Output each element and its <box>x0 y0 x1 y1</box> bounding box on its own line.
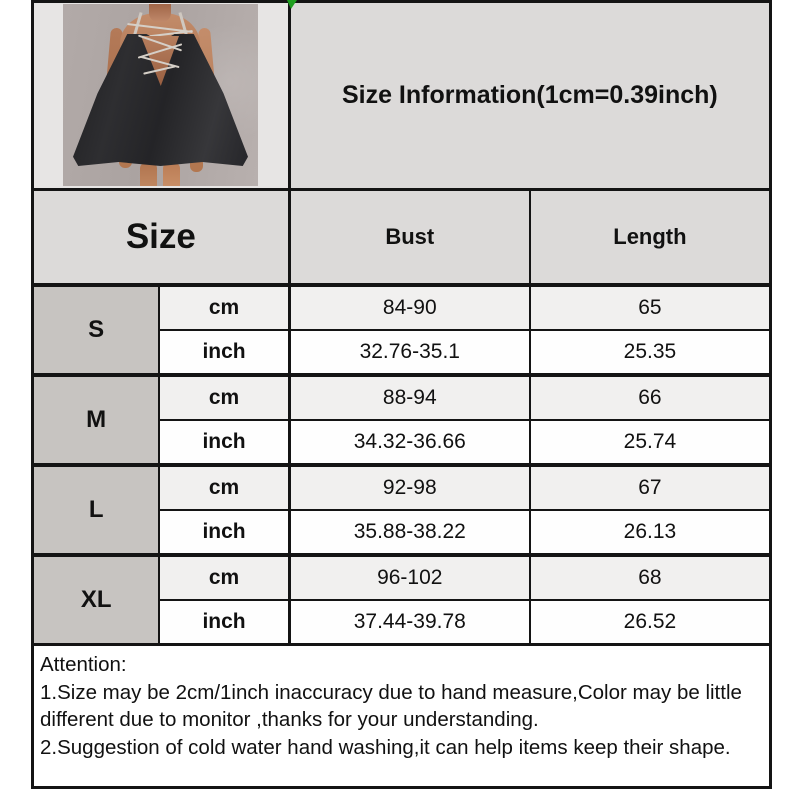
header-length: Length <box>530 190 771 286</box>
row-m-cm <box>33 375 771 420</box>
row-xl-inch-length: 26.52 <box>530 600 771 645</box>
attention-line: 2.Suggestion of cold water hand washing,it can help items keep their shape. <box>40 735 731 759</box>
row-m-cm-length: 66 <box>530 375 771 420</box>
row-m-cm-bust: 88-94 <box>289 375 530 420</box>
product-photo-cell <box>33 2 290 190</box>
top-row <box>33 2 771 190</box>
row-s-cm <box>33 285 771 330</box>
row-l-cm <box>33 465 771 510</box>
attention-line: different due to monitor ,thanks for your understanding. <box>40 708 539 731</box>
row-xl-inch-unit: inch <box>159 600 289 645</box>
row-s-cm-length: 65 <box>530 285 771 330</box>
row-l-inch-length: 26.13 <box>530 510 771 555</box>
size-information-title: Size Information(1cm=0.39inch) <box>289 2 770 190</box>
row-m-cm-unit: cm <box>159 375 289 420</box>
row-xl-cm-length: 68 <box>530 555 771 600</box>
green-triangle-marker-icon <box>287 0 297 9</box>
row-l-label: L <box>33 465 160 555</box>
row-xl-label: XL <box>33 555 160 645</box>
product-photo <box>63 4 258 186</box>
header-bust: Bust <box>289 190 530 286</box>
model-neck <box>149 4 171 22</box>
row-s-inch-unit: inch <box>159 330 289 375</box>
row-m-inch-unit: inch <box>159 420 289 465</box>
size-chart-table <box>31 0 772 789</box>
row-xl-cm <box>33 555 771 600</box>
row-m-inch-bust: 34.32-36.66 <box>289 420 530 465</box>
attention-row <box>33 645 771 788</box>
row-xl-cm-bust: 96-102 <box>289 555 530 600</box>
row-l-cm-length: 67 <box>530 465 771 510</box>
header-size: Size <box>33 190 290 286</box>
row-m-label: M <box>33 375 160 465</box>
row-l-cm-unit: cm <box>159 465 289 510</box>
row-xl-cm-unit: cm <box>159 555 289 600</box>
attention-title: Attention: <box>40 653 127 676</box>
row-m-inch-length: 25.74 <box>530 420 771 465</box>
row-s-inch-bust: 32.76-35.1 <box>289 330 530 375</box>
model-leg-right <box>163 163 180 186</box>
model-leg-left <box>140 163 157 186</box>
attention-line: 1.Size may be 2cm/1inch inaccuracy due to hand measure,Color may be little <box>40 680 742 704</box>
row-xl-inch-bust: 37.44-39.78 <box>289 600 530 645</box>
row-s-label: S <box>33 285 160 375</box>
row-l-cm-bust: 92-98 <box>289 465 530 510</box>
row-l-inch-unit: inch <box>159 510 289 555</box>
row-s-cm-unit: cm <box>159 285 289 330</box>
row-s-inch-length: 25.35 <box>530 330 771 375</box>
attention-note <box>33 645 771 788</box>
row-s-cm-bust: 84-90 <box>289 285 530 330</box>
row-l-inch-bust: 35.88-38.22 <box>289 510 530 555</box>
table-header-row <box>33 190 771 286</box>
